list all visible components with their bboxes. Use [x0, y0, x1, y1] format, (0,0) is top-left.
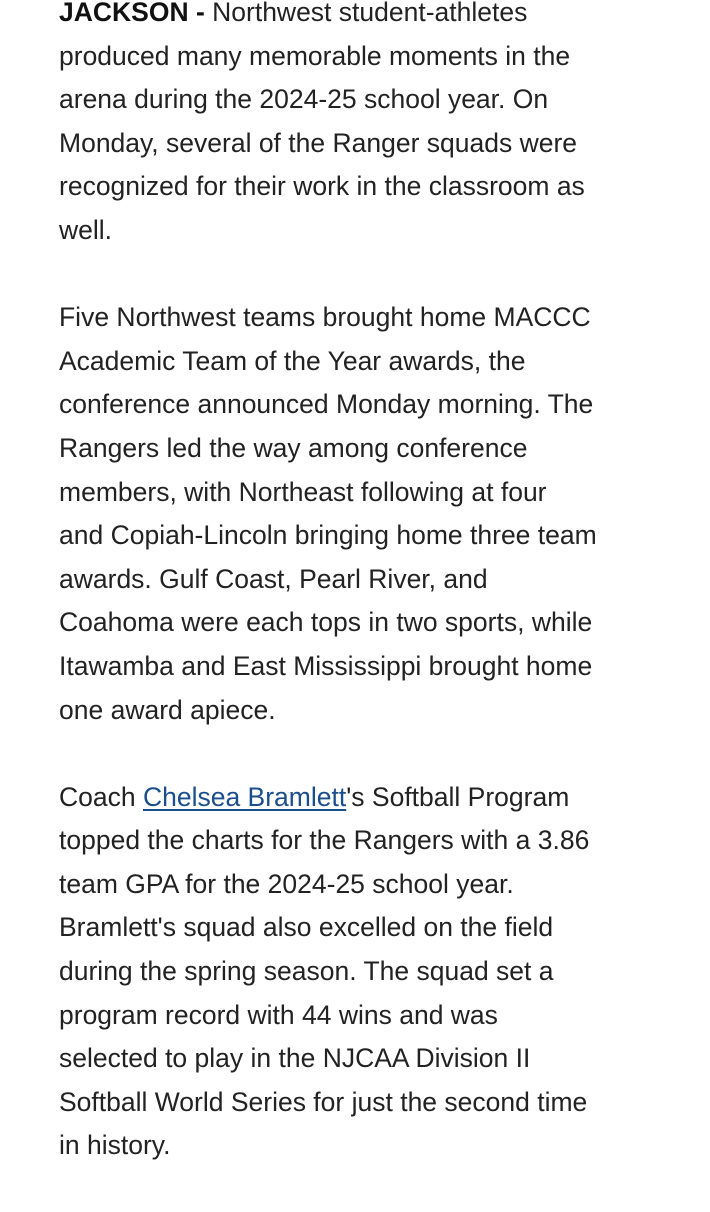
paragraph-line: program record with 44 wins and was — [59, 999, 498, 1030]
line-text: 's Softball Program — [346, 781, 570, 812]
paragraph-line: selected to play in the NJCAA Division II — [59, 1043, 531, 1074]
paragraph-line: in history. — [59, 1130, 171, 1161]
paragraph-line: conference announced Monday morning. The — [59, 389, 594, 420]
paragraph-line: topped the charts for the Rangers with a 3.86 — [59, 825, 590, 856]
line-text: Northwest student-athletes — [204, 0, 528, 27]
paragraph-line: Rangers led the way among conference — [59, 432, 528, 463]
paragraph-line: arena during the 2024-25 school year. On — [59, 84, 549, 115]
line-text: Coach — [59, 781, 143, 812]
paragraph-line: Five Northwest teams brought home MACCC — [59, 302, 591, 333]
paragraph-line — [59, 0, 659, 35]
paragraph-line: Coahoma were each tops in two sports, while — [59, 607, 593, 638]
article-body — [59, 0, 659, 1212]
paragraph-line: and Copiah-Lincoln bringing home three team — [59, 520, 597, 551]
paragraph-line: produced many memorable moments in the — [59, 40, 571, 71]
paragraph-line: Itawamba and East Mississippi brought home — [59, 650, 593, 681]
paragraph-awards — [59, 296, 659, 732]
paragraph-line: recognized for their work in the classroom as — [59, 171, 585, 202]
paragraph-intro — [59, 0, 659, 253]
paragraph-line: well. — [59, 214, 113, 245]
paragraph-line: Monday, several of the Ranger squads were — [59, 127, 578, 158]
paragraph-line: Academic Team of the Year awards, the — [59, 345, 526, 376]
paragraph-line: members, with Northeast following at four — [59, 476, 547, 507]
paragraph-line: Bramlett's squad also excelled on the field — [59, 912, 554, 943]
coach-profile-link[interactable]: Chelsea Bramlett — [142, 781, 347, 812]
paragraph-line: team GPA for the 2024-25 school year. — [59, 868, 514, 899]
paragraph-line — [59, 776, 659, 820]
paragraph-line: during the spring season. The squad set a — [59, 956, 554, 987]
dateline: JACKSON - — [59, 0, 205, 27]
paragraph-line: awards. Gulf Coast, Pearl River, and — [59, 563, 488, 594]
paragraph-softball — [59, 776, 659, 1168]
paragraph-line: Softball World Series for just the second time — [59, 1086, 588, 1117]
paragraph-line: one award apiece. — [59, 694, 276, 725]
